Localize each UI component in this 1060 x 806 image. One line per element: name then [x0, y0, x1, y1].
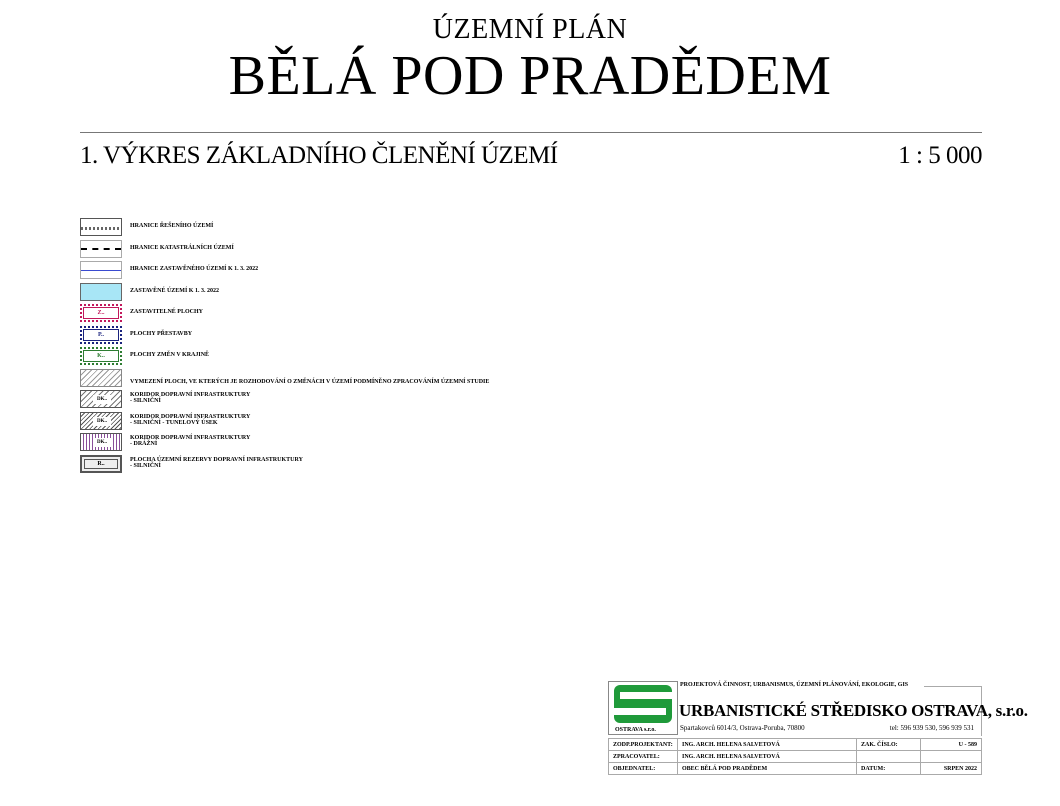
legend-code: Z..: [97, 310, 105, 316]
plan-subtitle: ÚZEMNÍ PLÁN: [432, 14, 628, 45]
cell-value: U - 589: [921, 739, 982, 751]
legend-item-hranice-katastr: [80, 240, 780, 260]
company-logo: [608, 681, 678, 735]
legend-code: R..: [97, 461, 105, 467]
legend-item-prestavby: [80, 326, 780, 346]
titleblock-line: [924, 686, 982, 687]
legend-item-koridor-drazni: [80, 433, 780, 453]
cell-value: ING. ARCH. HELENA SALVETOVÁ: [678, 739, 857, 751]
company-activity: PROJEKTOVÁ ČINNOST, URBANISMUS, ÚZEMNÍ PLÁNOVÁNÍ, EKOLOGIE, GIS: [680, 682, 909, 688]
header-divider: [80, 132, 982, 133]
cell-label: ZAK. ČÍSLO:: [857, 739, 921, 751]
cell-label: [857, 751, 921, 763]
legend-swatch: [80, 218, 122, 236]
titleblock-table: [608, 738, 982, 775]
legend-swatch: [80, 369, 122, 387]
cell-value: ING. ARCH. HELENA SALVETOVÁ: [678, 751, 857, 763]
legend-item-zastavene: [80, 283, 780, 303]
drawing-title: 1. VÝKRES ZÁKLADNÍHO ČLENĚNÍ ÚZEMÍ: [80, 142, 558, 169]
title-block: [608, 681, 1028, 777]
legend-item-koridor-silnicni: [80, 390, 780, 410]
legend-swatch: [80, 390, 122, 408]
legend-label: HRANICE ZASTAVĚNÉHO ÚZEMÍ K 1. 3. 2022: [130, 266, 259, 272]
legend-item-rezerva: [80, 455, 780, 475]
legend-swatch: [80, 412, 122, 430]
legend-item-hranice-zastaveneho: [80, 261, 780, 281]
cell-value: [921, 751, 982, 763]
cell-label: ZODP.PROJEKTANT:: [609, 739, 678, 751]
legend-label: KORIDOR DOPRAVNÍ INFRASTRUKTURY - DRÁŽNÍ: [130, 435, 251, 447]
legend-label: KORIDOR DOPRAVNÍ INFRASTRUKTURY - SILNIČNÍ: [130, 392, 251, 404]
legend-label: ZASTAVITELNÉ PLOCHY: [130, 309, 203, 315]
legend-item-zmen-v-krajine: [80, 347, 780, 367]
legend-swatch: [80, 433, 122, 451]
legend-item-vymezeni-ploch: [80, 369, 780, 389]
legend-swatch: [80, 283, 122, 301]
legend-swatch: [80, 240, 122, 258]
legend-label: HRANICE KATASTRÁLNÍCH ÚZEMÍ: [130, 245, 234, 251]
logo-label: OSTRAVA s.r.o.: [615, 727, 656, 733]
legend-swatch: [80, 347, 122, 365]
table-row: [609, 739, 982, 751]
company-address: Spartakovců 6014/3, Ostrava-Poruba, 70800: [680, 724, 805, 732]
legend-item-zastavitelne: [80, 304, 780, 324]
legend-item-koridor-tunel: [80, 412, 780, 432]
legend-code: K..: [97, 353, 105, 359]
legend-code: DK..: [93, 395, 111, 404]
legend-label: HRANICE ŘEŠENÍHO ÚZEMÍ: [130, 223, 214, 229]
legend-swatch: [80, 261, 122, 279]
legend-label: VYMEZENÍ PLOCH, VE KTERÝCH JE ROZHODOVÁNÍ O ZMĚNÁCH V ÚZEMÍ PODMÍNĚNO ZPRACOVÁNÍM ÚZEMNÍ STUDIE: [130, 379, 490, 385]
table-row: [609, 751, 982, 763]
legend-label: PLOCHY PŘESTAVBY: [130, 331, 193, 337]
cell-label: DATUM:: [857, 763, 921, 775]
legend-label: KORIDOR DOPRAVNÍ INFRASTRUKTURY - SILNIČNÍ - TUNELOVÝ ÚSEK: [130, 414, 251, 426]
cell-label: ZPRACOVATEL:: [609, 751, 678, 763]
legend-item-hranice-reseni: [80, 218, 780, 238]
cell-value: SRPEN 2022: [921, 763, 982, 775]
cell-label: OBJEDNATEL:: [609, 763, 678, 775]
cell-value: OBEC BĚLÁ POD PRADĚDEM: [678, 763, 857, 775]
company-name: URBANISTICKÉ STŘEDISKO OSTRAVA, s.r.o.: [679, 701, 1028, 720]
legend-code: DK..: [93, 438, 111, 447]
legend-label: ZASTAVĚNÉ ÚZEMÍ K 1. 3. 2022: [130, 288, 219, 294]
logo-s-icon: [609, 682, 677, 726]
legend-label: PLOCHY ZMĚN V KRAJINĚ: [130, 352, 210, 358]
legend-label: PLOCHA ÚZEMNÍ REZERVY DOPRAVNÍ INFRASTRUKTURY - SILNIČNÍ: [130, 457, 303, 469]
legend-code: P..: [97, 332, 105, 338]
legend-swatch: [80, 326, 122, 344]
company-phone: tel: 596 939 530, 596 939 531: [889, 724, 974, 732]
drawing-scale: 1 : 5 000: [898, 142, 982, 169]
legend-code: DK..: [93, 417, 111, 426]
plan-title: BĚLÁ POD PRADĚDEM: [228, 45, 832, 107]
legend-swatch: [80, 455, 122, 473]
legend-swatch: [80, 304, 122, 322]
table-row: [609, 763, 982, 775]
